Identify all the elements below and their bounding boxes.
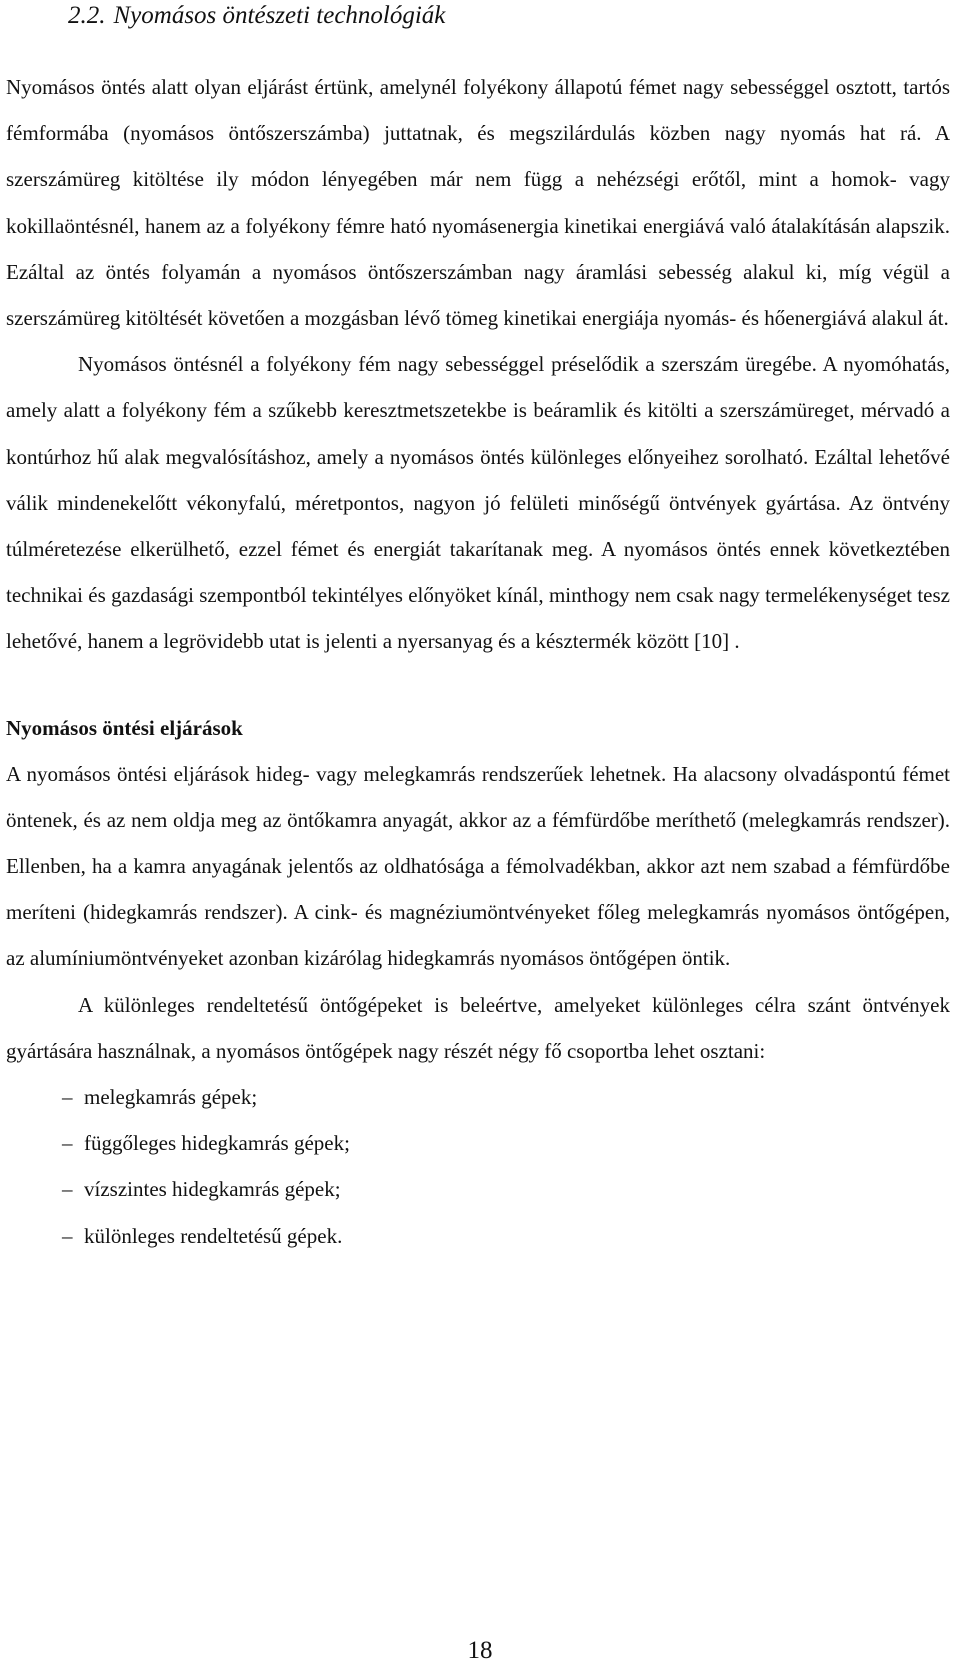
list-item bbox=[62, 1213, 950, 1259]
section-heading bbox=[6, 0, 950, 46]
dash-marker: – bbox=[62, 1085, 73, 1110]
intro-paragraph-2: Nyomásos öntésnél a folyékony fém nagy sebességgel préselődik a szerszám üregébe. A nyomóhatás, amely alatt a folyékony fém a szűkebb keresztmetszetekbe is beáramlik és kitölti a szerszámüreget, mérvadó a kontúrhoz hű alak megvalósításhoz, amely a nyomásos öntés különleges előnyeihez sorolható. Ezáltal lehetővé válik mindenekelőtt vékonyfalú, méretpontos, nagyon jó felületi minőségű öntvények gyártása. Az öntvény túlméretezése elkerülhető, ezzel fémet és energiát takarítanak meg. A nyomásos öntés ennek következtében technikai és gazdasági szempontból tekintélyes előnyöket kínál, minthogy nem csak nagy termelékenységet tesz lehetővé, hanem a legrövidebb utat is jelenti a nyersanyag és a késztermék között [10] . bbox=[6, 352, 950, 654]
list-item bbox=[62, 1074, 950, 1120]
sub-paragraph-2: A különleges rendeltetésű öntőgépeket is beleértve, amelyeket különleges célra szánt öntvények gyártására használnak, a nyomásos öntőgépek nagy részét négy fő csoportba lehet osztani: bbox=[6, 992, 950, 1063]
sub-paragraph-1: A nyomásos öntési eljárások hideg- vagy melegkamrás rendszerűek lehetnek. Ha alacsony olvadáspontú fémet öntenek, és az nem oldja meg az öntőkamra anyagát, akkor az a fémfürdőbe meríthető (melegkamrás rendszer). Ellenben, ha a kamra anyagának jelentős az oldhatósága a fémolvadékban, akkor azt nem szabad a fémfürdőbe meríteni (hidegkamrás rendszer). A cink- és magnéziumöntvényeket főleg melegkamrás nyomásos öntőgépen, az alumíniumöntvényeket azonban kizárólag hidegkamrás nyomásos öntőgépen öntik. bbox=[6, 761, 950, 971]
list-item-text: vízszintes hidegkamrás gépek; bbox=[84, 1177, 341, 1202]
section-number: 2.2. bbox=[68, 2, 106, 29]
spacer bbox=[6, 665, 950, 705]
page-number: 18 bbox=[467, 1637, 493, 1664]
page-content bbox=[6, 0, 950, 1259]
dash-marker: – bbox=[62, 1177, 73, 1202]
list-item-text: melegkamrás gépek; bbox=[84, 1085, 258, 1110]
dash-marker: – bbox=[62, 1223, 73, 1248]
list-item-text: függőleges hidegkamrás gépek; bbox=[84, 1131, 350, 1156]
section-title: Nyomásos öntészeti technológiák bbox=[113, 2, 446, 29]
list-item bbox=[62, 1166, 950, 1212]
intro-paragraph-1: Nyomásos öntés alatt olyan eljárást értünk, amelynél folyékony állapotú fémet nagy sebességgel osztott, tartós fémformába (nyomásos öntőszerszámba) juttatnak, és megszilárdulás közben nagy nyomás hat rá. A szerszámüreg kitöltése ily módon lényegében már nem függ a nehézségi erőtől, mint a homok- vagy kokillaöntésnél, hanem az a folyékony fémre ható nyomásenergia kinetikai energiává való átalakításán alapszik. Ezáltal az öntés folyamán a nyomásos öntőszerszámban nagy áramlási sebesség alakul ki, míg végül a szerszámüreg kitöltését követően a mozgásban lévő tömeg kinetikai energiája nyomás- és hőenergiává alakul át. bbox=[6, 75, 950, 331]
subsection-title: Nyomásos öntési eljárások bbox=[6, 715, 243, 740]
list-item-text: különleges rendeltetésű gépek. bbox=[84, 1223, 343, 1248]
machine-group-list bbox=[6, 1074, 950, 1259]
dash-marker: – bbox=[62, 1131, 73, 1156]
list-item bbox=[62, 1120, 950, 1166]
